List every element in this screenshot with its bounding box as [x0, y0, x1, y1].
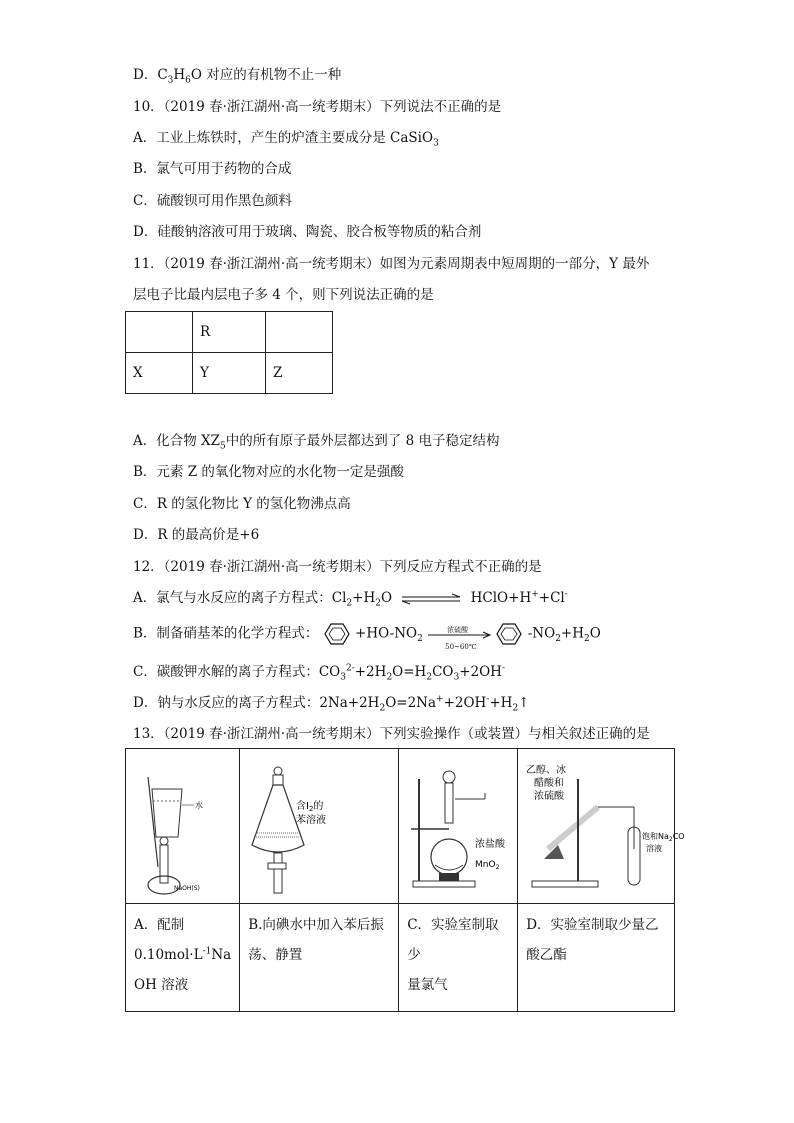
q9-option-d: D．$C_3H_6O$ 对应的有机物不止一种 [133, 67, 342, 86]
chlorine-apparatus-figure [399, 749, 517, 899]
label-water: 水 [195, 801, 203, 810]
label-na2co3: 饱和$Na_2CO$ [642, 832, 685, 843]
caption-b: B.向碘水中加入苯后振 荡、静置 [240, 904, 399, 1012]
cell-r: R [193, 312, 266, 353]
caption-d: D．实验室制取少量乙 酸乙酯 [518, 904, 675, 1012]
equilibrium-arrow-icon [400, 594, 462, 604]
label-sulfuric-acid: 浓硫酸 [534, 791, 565, 802]
cell [126, 312, 193, 353]
q12-stem: 12．（2019 春·浙江湖州·高一统考期末）下列反应方程式不正确的是 [133, 559, 542, 575]
q12-option-d: D．钠与水反应的离子方程式：$2Na+2H_2O=2Na^++2OH^-+H_2↑$ [133, 694, 530, 714]
label-conc-hcl: 浓盐酸 [475, 839, 506, 850]
label-benzene-solution: 苯溶液 [296, 815, 327, 826]
q11-option-c: C．R 的氢化物比 Y 的氢化物沸点高 [133, 496, 351, 512]
figure-c-cell [399, 749, 518, 904]
cell-x: X [126, 353, 193, 394]
q10-option-a: A．工业上炼铁时，产生的炉渣主要成分是 CaSiO$_3$ [133, 130, 439, 149]
ester-apparatus-figure [518, 749, 685, 899]
volumetric-flask-figure [126, 749, 230, 899]
reaction-condition-arrow: 浓硫酸 50~60℃ [427, 623, 491, 645]
q11-option-d: D．R 的最高价是+6 [133, 527, 260, 543]
q12-option-c: C．碳酸钾水解的离子方程式：$CO_3^{2-}+2H_2O=H_2CO_3+2OH^-$ [133, 663, 505, 683]
q10-option-c: C．硫酸钡可用作黑色颜料 [133, 193, 292, 209]
cell [266, 312, 333, 353]
figure-a-cell [126, 749, 240, 904]
cell-y: Y [193, 353, 266, 394]
label-naoh: NaOH(S) [174, 885, 200, 892]
q12-option-a: A．氯气与水反应的离子方程式：$Cl_2+H_2O$ HClO+H++Cl- [133, 589, 568, 609]
q10-option-d: D．硅酸钠溶液可用于玻璃、陶瓷、胶合板等物质的粘合剂 [133, 224, 482, 240]
q12-option-b: B．制备硝基苯的化学方程式： $+HO-NO_2$ 浓硫酸 50~60℃ $-NO_2+H_2O$ [133, 622, 601, 648]
cell-z: Z [266, 353, 333, 394]
periodic-table-fragment [125, 311, 333, 394]
q10-stem: 10．（2019 春·浙江湖州·高一统考期末）下列说法不正确的是 [133, 99, 502, 115]
q11-option-b: B．元素 Z 的氧化物对应的水化物一定是强酸 [133, 464, 404, 480]
caption-a: A．配制 $0.10mol\cdot L^{-1}Na$ OH 溶液 [126, 904, 240, 1012]
benzene-ring-icon [495, 622, 523, 646]
q11-option-a: A．化合物 $XZ_5$中的所有原子最外层都达到了 8 电子稳定结构 [133, 433, 500, 452]
label-mno2: MnO$_2$ [475, 860, 500, 871]
label-solution: 溶液 [646, 844, 663, 853]
label-ethanol: 乙醇、冰 [526, 765, 567, 776]
caption-c: C．实验室制取少 量氯气 [399, 904, 518, 1012]
label-i2-benzene: 含$I_2$的 [296, 801, 324, 813]
q10-option-b: B．氯气可用于药物的合成 [133, 161, 292, 177]
figure-d-cell [518, 749, 685, 904]
benzene-ring-icon [323, 622, 351, 646]
q11-stem-cont: 层电子比最内层电子多 4 个，则下列说法正确的是 [133, 287, 434, 303]
separatory-funnel-figure [240, 749, 398, 899]
figure-b-cell [240, 749, 399, 904]
q11-stem: 11．（2019 春·浙江湖州·高一统考期末）如图为元素周期表中短周期的一部分，Y 最外 [133, 256, 650, 272]
label-acetic-acid: 醋酸和 [534, 778, 565, 789]
q13-stem: 13．（2019 春·浙江湖州·高一统考期末）下列实验操作（或装置）与相关叙述正确的是 [133, 726, 650, 742]
q13-apparatus-table [125, 748, 685, 1012]
